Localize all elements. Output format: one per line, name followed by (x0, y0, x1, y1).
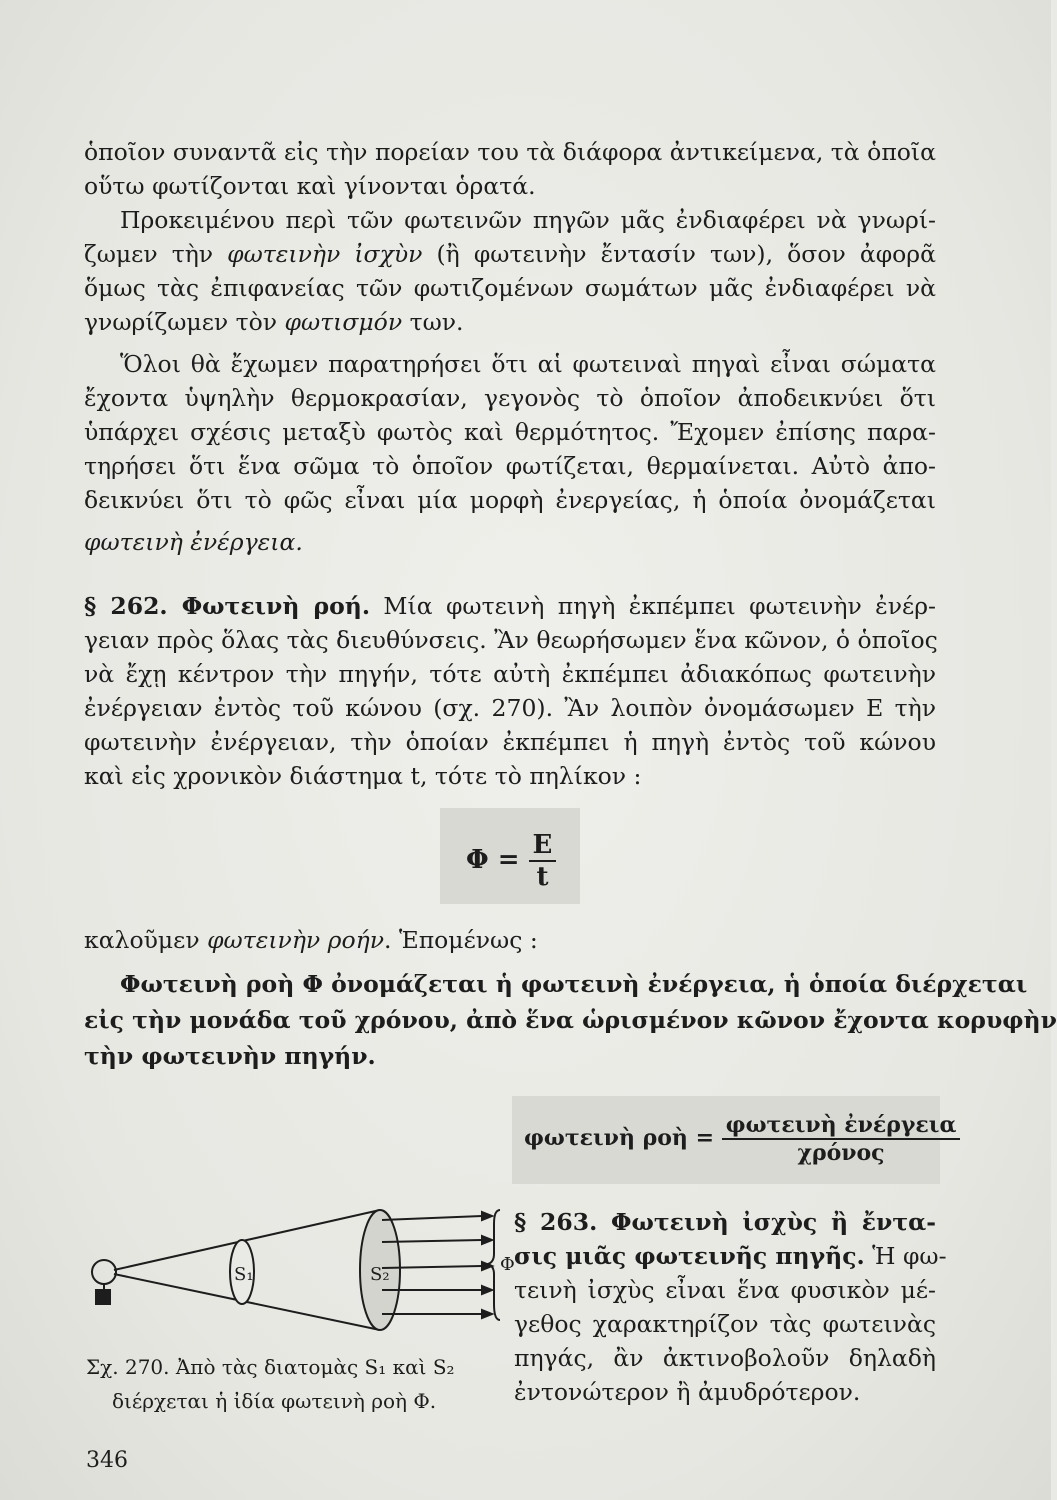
formula-box (440, 808, 580, 904)
section-262-line-2: γειαν πρὸς ὅλας τὰς διευθύνσεις. Ἂν θεωρήσωμεν ἕνα κῶνον, ὁ ὁποῖος (84, 626, 938, 654)
section-263-line-3: τεινὴ ἰσχὺς εἶναι ἕνα φυσικὸν μέ- (514, 1276, 936, 1304)
section-263-line-5: πηγάς, ἂν ἀκτινοβολοῦν δηλαδὴ (514, 1344, 936, 1372)
text-line-7: Ὅλοι θὰ ἔχωμεν παρατηρήσει ὅτι αἱ φωτειναὶ πηγαὶ εἶναι σώματα (120, 350, 936, 378)
section-263-line-2: σις μιᾶς φωτεινῆς πηγῆς. Ἡ φω- (514, 1242, 947, 1270)
section-262-heading: § 262. Φωτεινὴ ροή. (84, 592, 371, 620)
section-263-line-1: § 263. Φωτεινὴ ἰσχὺς ἢ ἔντα- (514, 1208, 936, 1236)
section-262-line-1: § 262. Φωτεινὴ ροή. Μία φωτεινὴ πηγὴ ἐκπέμπει φωτεινὴν ἐνέρ- (84, 592, 936, 620)
section-262-line-3: νὰ ἔχῃ κέντρον τὴν πηγήν, τότε αὐτὴ ἐκπέμπει ἀδιακόπως φωτεινὴν (84, 660, 936, 688)
word-formula: φωτεινὴ ροὴ = $\frac{\text{φωτεινὴ ἐνέργεια}}{\text{χρόνος}}$ (524, 1112, 960, 1166)
figure-caption-line-2: διέρχεται ἡ ἰδία φωτεινὴ ροὴ Φ. (112, 1389, 437, 1413)
figure-270-cone-diagram (82, 1180, 515, 1330)
text-line-8: ἔχοντα ὑψηλὴν θερμοκρασίαν, γεγονὸς τὸ ὁποῖον ἀποδεικνύει ὅτι (84, 384, 936, 412)
definition-line-2: εἰς τὴν μονάδα τοῦ χρόνου, ἀπὸ ἕνα ὡρισμένον κῶνον ἔχοντα κορυφὴν (84, 1006, 1057, 1034)
section-262-line-5: φωτεινὴν ἐνέργειαν, τὴν ὁποίαν ἐκπέμπει ἡ πηγὴ ἐντὸς τοῦ κώνου (84, 728, 936, 756)
word-formula-box (512, 1096, 957, 1184)
light-source-bulb-icon (92, 1260, 116, 1284)
text-after-formula: καλοῦμεν φωτεινὴν ροήν. Ἑπομένως : (84, 926, 538, 954)
svg-text:S₂: S₂ (370, 1264, 390, 1285)
text-line-10: τηρήσει ὅτι ἕνα σῶμα τὸ ὁποῖον φωτίζεται, θερμαίνεται. Αὐτὸ ἀπο- (84, 452, 936, 480)
text-line-2: οὕτω φωτίζονται καὶ γίνονται ὁρατά. (84, 172, 536, 200)
section-263-line-6: ἐντονώτερον ἢ ἀμυδρότερον. (514, 1378, 861, 1406)
text-line-6: γνωρίζωμεν τὸν φωτισμόν των. (84, 308, 464, 336)
definition-line-3: τὴν φωτεινὴν πηγήν. (84, 1042, 376, 1070)
section-263-line-4: γεθος χαρακτηρίζον τὰς φωτεινὰς (514, 1310, 936, 1338)
text-line-5: ὅμως τὰς ἐπιφανείας τῶν φωτιζομένων σωμάτων μᾶς ἐνδιαφέρει νὰ (84, 274, 936, 302)
text-line-9: ὑπάρχει σχέσις μεταξὺ φωτὸς καὶ θερμότητος. Ἔχομεν ἐπίσης παρα- (84, 418, 936, 446)
text-line-3: Προκειμένου περὶ τῶν φωτεινῶν πηγῶν μᾶς ἐνδιαφέρει νὰ γνωρί- (120, 206, 936, 234)
svg-text:Φ: Φ (500, 1254, 515, 1275)
text-line-13: φωτεινὴ ἐνέργεια. (84, 528, 303, 556)
text-line-1: ὁποῖον συναντᾶ εἰς τὴν πορείαν του τὰ διάφορα ἀντικείμενα, τὰ ὁποῖα (84, 138, 936, 166)
page-number: 346 (86, 1448, 128, 1473)
text-line-11: δεικνύει ὅτι τὸ φῶς εἶναι μία μορφὴ ἐνεργείας, ἡ ὁποία ὀνομάζεται (84, 486, 936, 514)
text-line-4: ζωμεν τὴν φωτεινὴν ἰσχὺν (ἢ φωτεινὴν ἔντασίν των), ὅσον ἀφορᾶ (84, 240, 936, 268)
definition-line-1: Φωτεινὴ ροὴ Φ ὀνομάζεται ἡ φωτεινὴ ἐνέργεια, ἡ ὁποία διέρχεται (120, 970, 1028, 998)
formula-phi-flux: Φ = $\frac{E}{t}$ (466, 830, 556, 892)
figure-caption-line-1: Σχ. 270. Ἀπὸ τὰς διατομὰς S₁ καὶ S₂ (86, 1355, 455, 1379)
section-262-line-6: καὶ εἰς χρονικὸν διάστημα t, τότε τὸ πηλίκον : (84, 762, 642, 790)
section-262-line-4: ἐνέργειαν ἐντὸς τοῦ κώνου (σχ. 270). Ἂν λοιπὸν ὀνομάσωμεν Ε τὴν (84, 694, 936, 722)
svg-text:S₁: S₁ (234, 1264, 254, 1285)
